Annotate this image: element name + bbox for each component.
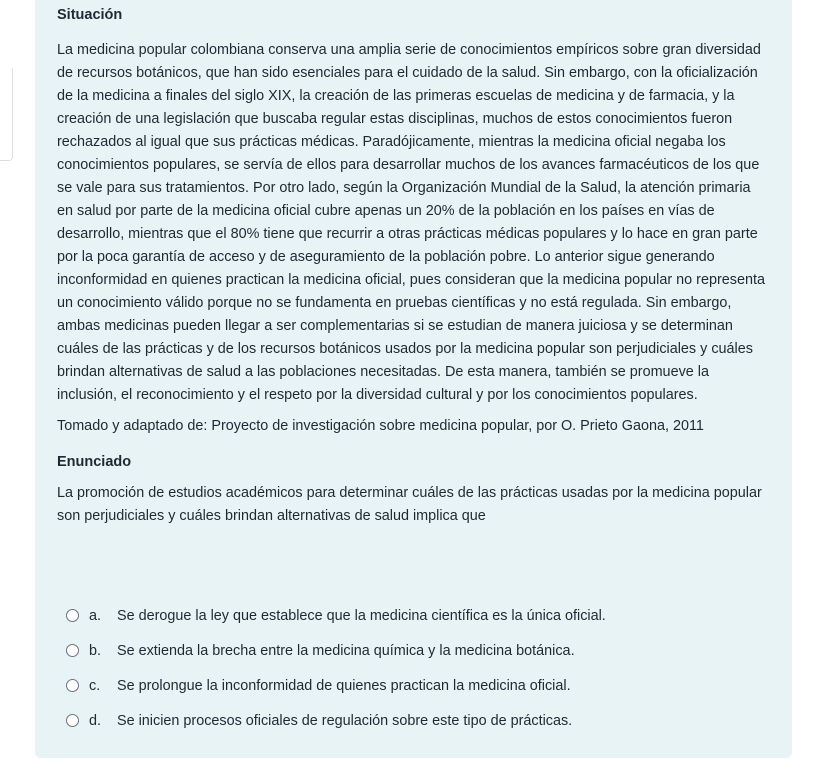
- option-text[interactable]: Se inicien procesos oficiales de regulación sobre este tipo de prácticas.: [117, 712, 573, 729]
- radio-button-c[interactable]: [66, 679, 79, 692]
- source-citation: Tomado y adaptado de: Proyecto de investigación sobre medicina popular, por O. Prieto Gaona, 2011: [57, 418, 704, 434]
- option-letter: b.: [89, 642, 102, 659]
- radio-button-b[interactable]: [66, 644, 79, 657]
- situation-paragraph: La medicina popular colombiana conserva una amplia serie de conocimientos empíricos sobre gran diversidad de recursos botánicos, que han sido esenciales para el cuidado de la salud. Sin embargo, con la oficialización de la medicina a finales del siglo XIX, la creación de las primeras escuelas de medicina y de farmacia, y la creación de una legislación que buscaba regular estas disciplinas, muchos de estos conocimientos fueron rechazados al igual que sus prácticas médicas. Paradójicamente, mientras la medicina oficial negaba los conocimientos populares, se servía de ellos para desarrollar muchos de los avances farmacéuticos de los que se vale para sus tratamientos. Por otro lado, según la Organización Mundial de la Salud, la atención primaria en salud por parte de la medicina oficial cubre apenas un 20% de la población en los países en vías de desarrollo, mientras que el 80% tiene que recurrir a otras prácticas médicas populares y lo hace en gran parte por la poca garantía de acceso y de aseguramiento de la población pobre. Lo anterior sigue generando inconformidad en quienes practican la medicina oficial, pues consideran que la medicina popular no representa un conocimiento válido porque no se fundamenta en pruebas científicas y no está regulada. Sin embargo, ambas medicinas pueden llegar a ser complementarias si se estudian de manera juiciosa y se determinan cuáles de las prácticas y de los recursos botánicos usados por la medicina popular son perjudiciales y cuáles brindan alternativas de salud a las poblaciones necesitadas. De esta manera, también se promueve la inclusión, el reconocimiento y el respeto por la diversidad cultural y por los conocimientos populares.: [57, 42, 765, 403]
- option-text[interactable]: Se prolongue la inconformidad de quienes practican la medicina oficial.: [117, 677, 571, 694]
- option-a[interactable]: [66, 598, 766, 633]
- question-card: [35, 0, 792, 758]
- option-d[interactable]: [66, 703, 766, 738]
- option-letter: c.: [89, 677, 101, 694]
- previous-panel-edge: [0, 68, 13, 161]
- radio-button-a[interactable]: [66, 609, 79, 622]
- option-text[interactable]: Se extienda la brecha entre la medicina química y la medicina botánica.: [117, 642, 575, 659]
- radio-button-d[interactable]: [66, 714, 79, 727]
- option-letter: d.: [89, 712, 102, 729]
- answer-options: [66, 598, 766, 738]
- situation-heading: Situación: [57, 7, 123, 23]
- option-letter: a.: [89, 607, 102, 624]
- statement-heading: Enunciado: [57, 454, 132, 470]
- option-text[interactable]: Se derogue la ley que establece que la medicina científica es la única oficial.: [117, 607, 606, 624]
- option-b[interactable]: [66, 633, 766, 668]
- statement-text: La promoción de estudios académicos para determinar cuáles de las prácticas usadas por la medicina popular son perjudiciales y cuáles brindan alternativas de salud implica que: [57, 485, 762, 524]
- option-c[interactable]: [66, 668, 766, 703]
